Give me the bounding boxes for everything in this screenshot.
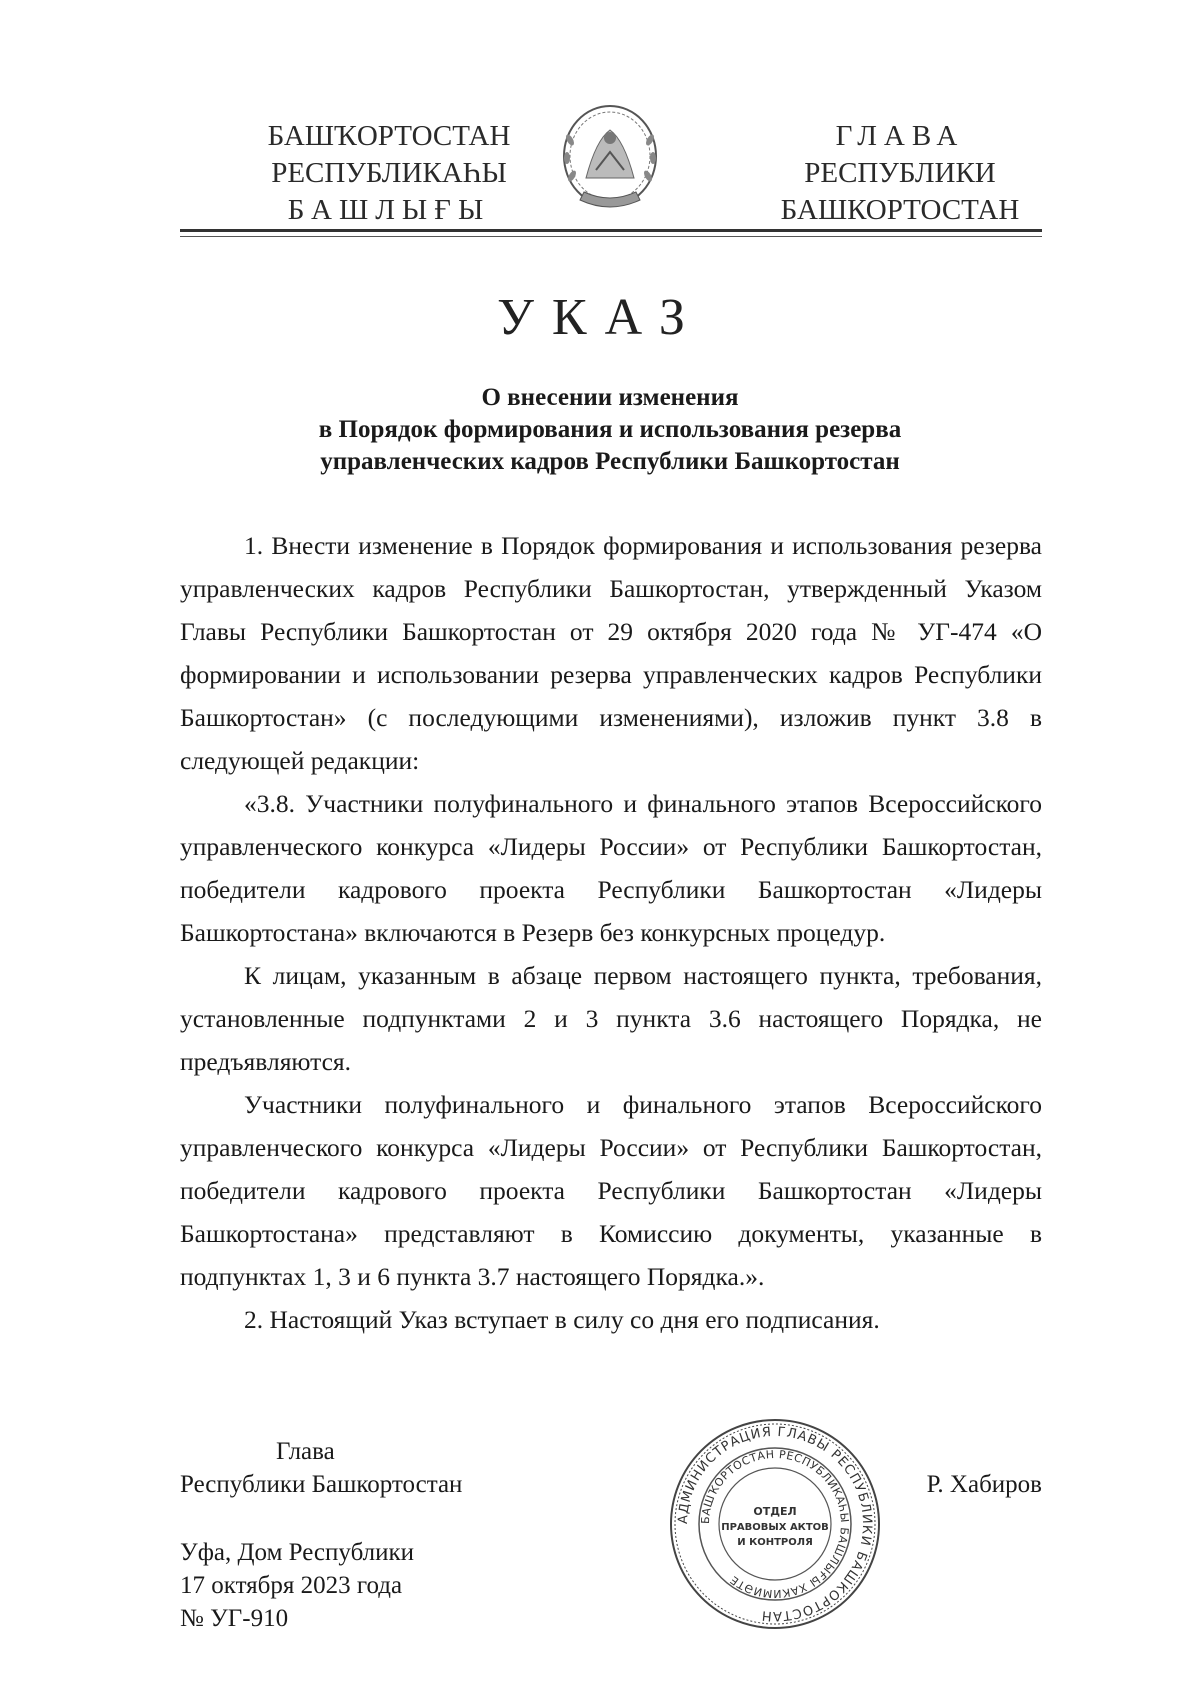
paragraph-1: 1. Внести изменение в Порядок формирования и использования резерва управленческих кадров Республики Башкортостан, утвержденный Указом Главы Республики Башкортостан от 29 октября 2020 года № УГ-474 «О формировании и использовании резерва управленческих кадров Республики Башкортостан» (с последующими изменениями), изложив пункт 3.8 в следующей редакции:	[180, 531, 1042, 775]
decree-body	[180, 524, 1042, 1341]
stamp-center-line-3: И КОНТРОЛЯ	[737, 1537, 813, 1548]
coat-of-arms-icon	[556, 100, 664, 218]
document-subject	[180, 382, 1040, 478]
issue-place: Уфа, Дом Республики	[180, 1539, 415, 1566]
paragraph-4: Участники полуфинального и финального этапов Всероссийского управленческого конкурса «Лидеры России» от Республики Башкортостан, победители кадрового проекта Республики Башкортостан «Лидеры Башкортостана» представляют в Комиссию документы, указанные в подпунктах 1, 3 и 6 пункта 3.7 настоящего Порядка.».	[180, 1090, 1042, 1291]
header-left-line-2: РЕСПУБЛИКАҺЫ	[271, 157, 507, 189]
stamp-outer-text: АДМИНИСТРАЦИЯ ГЛАВЫ РЕСПУБЛИКИ БАШКОРТОСТАН	[675, 1424, 875, 1624]
header-divider-thick	[180, 229, 1042, 232]
header-right-line-2: РЕСПУБЛИКИ	[804, 157, 996, 189]
header-left-title	[239, 118, 539, 229]
document-type-title: УКАЗ	[497, 289, 703, 346]
signatory-position-line-1: Глава	[276, 1438, 335, 1465]
paragraph-3: К лицам, указанным в абзаце первом настоящего пункта, требования, установленные подпунктами 2 и 3 пункта 3.6 настоящего Порядка, не предъявляются.	[180, 961, 1042, 1076]
issue-details	[180, 1536, 414, 1635]
header-right-line-3: БАШКОРТОСТАН	[780, 194, 1020, 226]
signatory-name: Р. Хабиров	[926, 1471, 1042, 1498]
stamp-inner-text: БАШҠОРТОСТАН РЕСПУБЛИКАҺЫ БАШЛЫҒЫ ХАКИМИӘТЕ	[698, 1447, 852, 1601]
issue-date: 17 октября 2023 года	[180, 1572, 403, 1599]
stamp-center-line-2: ПРАВОВЫХ АКТОВ	[721, 1522, 829, 1533]
header-divider-thin	[180, 236, 1042, 237]
subject-line-3: управленческих кадров Республики Башкортостан	[320, 448, 900, 475]
official-stamp-icon	[668, 1417, 882, 1631]
header-left-line-3: БАШЛЫҒЫ	[287, 194, 491, 226]
issue-number: № УГ-910	[180, 1605, 289, 1632]
signatory-position	[180, 1435, 462, 1501]
subject-line-1: О внесении изменения	[481, 384, 739, 411]
header-right-line-1: ГЛАВА	[835, 120, 965, 152]
paragraph-2: «3.8. Участники полуфинального и финального этапов Всероссийского управленческого конкурса «Лидеры России» от Республики Башкортостан, победители кадрового проекта Республики Башкортостан «Лидеры Башкортостана» включаются в Резерв без конкурсных процедур.	[180, 789, 1042, 947]
signatory-position-line-2: Республики Башкортостан	[180, 1471, 463, 1498]
paragraph-5: 2. Настоящий Указ вступает в силу со дня его подписания.	[244, 1305, 880, 1334]
header-left-line-1: БАШҠОРТОСТАН	[267, 120, 511, 152]
header-right-title	[750, 118, 1050, 229]
stamp-center-line-1: ОТДЕЛ	[753, 1505, 797, 1518]
subject-line-2: в Порядок формирования и использования резерва	[318, 416, 902, 443]
